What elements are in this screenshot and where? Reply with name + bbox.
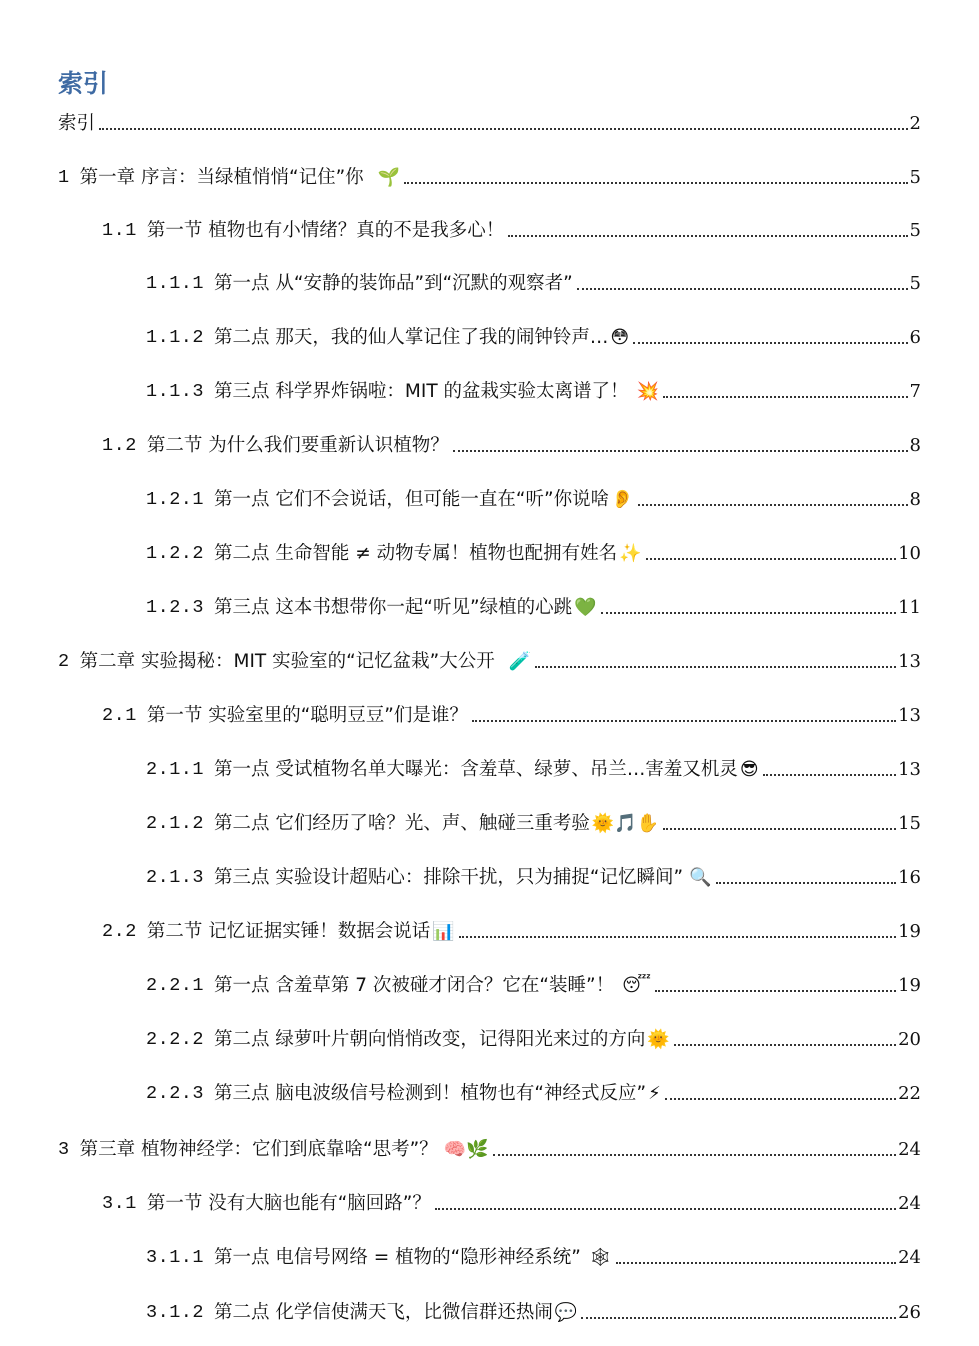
dot-leader (646, 558, 897, 560)
toc-entry-text: 第三点 这本书想带你一起“听见”绿植的心跳 (214, 597, 573, 618)
dot-leader (577, 288, 908, 290)
toc-page-number: 7 (909, 381, 921, 402)
toc-entry-text: 第三点 脑电波级信号检测到！植物也有“神经式反应” (214, 1083, 647, 1104)
dot-leader (508, 235, 907, 237)
toc-entry-text: 第二点 化学信使满天飞，比微信群还热闹 (214, 1302, 553, 1323)
explosion-icon: 💥 (636, 381, 659, 402)
toc-entry-number: 2.2.2 (146, 1029, 205, 1050)
dot-leader (665, 1098, 896, 1100)
toc-entry-number: 2.2.3 (146, 1083, 205, 1104)
dot-leader (663, 396, 908, 398)
toc-entry-chapter-2[interactable] (58, 646, 921, 676)
dot-leader (453, 450, 908, 452)
toc-entry-2-1[interactable] (102, 700, 921, 730)
toc-entry-number: 2.2 (102, 921, 137, 942)
dot-leader (472, 720, 896, 722)
bar-chart-icon: 📊 (432, 921, 455, 942)
toc-page-number: 19 (898, 975, 921, 996)
toc-entry-number: 3.1 (102, 1193, 137, 1214)
toc-entry-number: 1.2.2 (146, 543, 205, 564)
dot-leader (638, 504, 908, 506)
toc-entry-number: 1.1.2 (146, 327, 205, 348)
toc-entry-number: 1.2 (102, 435, 137, 456)
toc-entry-3-1-1[interactable] (146, 1242, 921, 1272)
dot-leader (716, 882, 897, 884)
dot-leader (435, 1208, 896, 1210)
toc-entry-text: 第三点 科学界炸锅啦：MIT 的盆栽实验太离谱了！ (214, 381, 629, 402)
toc-page-number: 24 (898, 1247, 921, 1268)
toc-entry-2-1-2[interactable] (146, 808, 921, 838)
toc-page-number: 24 (898, 1139, 921, 1160)
toc-entry-3-1[interactable] (102, 1188, 921, 1218)
toc-entry-2-1-3[interactable] (146, 862, 921, 892)
toc-entry-2-2-3[interactable] (146, 1078, 921, 1108)
toc-page-number: 20 (898, 1029, 921, 1050)
toc-entry-number: 1.2.3 (146, 597, 205, 618)
toc-entry-2-2-2[interactable] (146, 1024, 921, 1054)
toc-entry-number: 1.2.1 (146, 489, 205, 510)
toc-entry-1-1[interactable] (102, 215, 921, 245)
toc-entry-1-2[interactable] (102, 430, 921, 460)
dot-leader (459, 936, 896, 938)
toc-page-number: 13 (898, 759, 921, 780)
green-heart-icon: 💚 (574, 597, 597, 618)
sun-music-hand-icon: 🌞🎵✋ (591, 813, 660, 834)
toc-entry-text: 第二点 生命智能 ≠ 动物专属！植物也配拥有姓名 (214, 543, 618, 564)
toc-page-number: 13 (898, 651, 921, 672)
toc-entry-text: 第一点 它们不会说话，但可能一直在“听”你说啥 (214, 489, 610, 510)
toc-entry-1-2-3[interactable] (146, 592, 921, 622)
toc-entry-text: 第二节 为什么我们要重新认识植物？ (146, 435, 449, 456)
toc-page-number: 5 (909, 273, 921, 294)
toc-entry-number: 1.1.3 (146, 381, 205, 402)
toc-entry-number: 2.1.1 (146, 759, 205, 780)
toc-entry-1-1-3[interactable] (146, 376, 921, 406)
toc-entry-text: 第一节 没有大脑也能有“脑回路”？ (146, 1193, 431, 1214)
toc-entry-text: 第二节 记忆证据实锤！数据会说话 (146, 921, 431, 942)
toc-entry-number: 2.1.2 (146, 813, 205, 834)
page-title: 索引 (58, 69, 109, 98)
sunglasses-face-icon: 😎 (739, 759, 759, 780)
toc-entry-number: 2.1 (102, 705, 137, 726)
toc-page-number: 8 (909, 489, 921, 510)
dot-leader (655, 990, 896, 992)
toc-entry-text: 第二点 绿萝叶片朝向悄悄改变，记得阳光来过的方向 (214, 1029, 646, 1050)
toc-entry-1-1-1[interactable] (146, 268, 921, 298)
dot-leader (404, 182, 907, 184)
toc-entry-2-1-1[interactable] (146, 754, 921, 784)
toc-page-number: 5 (909, 220, 921, 241)
toc-entry-text: 第一点 电信号网络 = 植物的“隐形神经系统” (214, 1247, 581, 1268)
toc-page-number: 11 (898, 597, 921, 618)
toc-page-number: 15 (898, 813, 921, 834)
toc-entry-number: 2 (58, 651, 70, 672)
toc-entry-1-2-1[interactable] (146, 484, 921, 514)
toc-entry-number: 3.1.1 (146, 1247, 205, 1268)
toc-page-number: 24 (898, 1193, 921, 1214)
toc-entry-index[interactable] (58, 108, 921, 138)
dot-leader (663, 828, 896, 830)
toc-entry-3-1-2[interactable] (146, 1297, 921, 1327)
toc-entry-text: 第一章 序言：当绿植悄悄“记住”你 (79, 167, 364, 188)
toc-entry-text: 索引 (58, 113, 96, 134)
dot-leader (616, 1262, 896, 1264)
toc-entry-number: 1.1 (102, 220, 137, 241)
toc-entry-number: 1 (58, 167, 70, 188)
ear-icon: 👂 (611, 489, 634, 510)
toc-page-number: 10 (898, 543, 921, 564)
toc-entry-text: 第一点 受试植物名单大曝光：含羞草、绿萝、吊兰…害羞又机灵 (214, 759, 738, 780)
toc-entry-text: 第一点 含羞草第 7 次被碰才闭合？它在“装睡”！ (214, 975, 615, 996)
toc-page-number: 19 (898, 921, 921, 942)
dot-leader (633, 342, 907, 344)
toc-entry-text: 第三章 植物神经学：它们到底靠啥“思考”？ (79, 1139, 438, 1160)
toc-page-number: 16 (898, 867, 921, 888)
sun-icon: 🌞 (647, 1029, 670, 1050)
dot-leader (674, 1044, 896, 1046)
sprout-icon: 🌱 (377, 167, 401, 188)
toc-page-number: 6 (909, 327, 921, 348)
toc-entry-1-2-2[interactable] (146, 538, 921, 568)
toc-entry-number: 3 (58, 1139, 70, 1160)
dot-leader (493, 1154, 897, 1156)
brain-herb-icon: 🧠🌿 (443, 1139, 489, 1160)
toc-entry-2-2[interactable] (102, 916, 921, 946)
toc-entry-text: 第二点 那天，我的仙人掌记住了我的闹钟铃声… (214, 327, 609, 348)
toc-page-number: 2 (909, 113, 921, 134)
toc-page-number: 13 (898, 705, 921, 726)
toc-entry-number: 3.1.2 (146, 1302, 205, 1323)
flushed-face-icon: 😳 (610, 327, 630, 348)
toc-page-number: 26 (898, 1302, 921, 1323)
toc-entry-number: 2.1.3 (146, 867, 205, 888)
dot-leader (99, 128, 908, 130)
lightning-icon: ⚡ (648, 1083, 661, 1104)
sleeping-face-icon: 😴 (622, 975, 651, 996)
toc-entry-text: 第二点 它们经历了啥？光、声、触碰三重考验 (214, 813, 590, 834)
toc-page-number: 22 (898, 1083, 921, 1104)
speech-bubble-icon: 💬 (554, 1302, 578, 1323)
sparkles-icon: ✨ (619, 543, 642, 564)
toc-entry-text: 第二章 实验揭秘：MIT 实验室的“记忆盆栽”大公开 (79, 651, 495, 672)
toc-page-number: 8 (909, 435, 921, 456)
toc-entry-number: 2.2.1 (146, 975, 205, 996)
dot-leader (601, 612, 897, 614)
spider-web-icon: 🕸 (588, 1247, 612, 1268)
dot-leader (581, 1317, 896, 1319)
toc-entry-1-1-2[interactable] (146, 322, 921, 352)
toc-entry-text: 第三点 实验设计超贴心：排除干扰，只为捕捉“记忆瞬间” (214, 867, 684, 888)
test-tube-icon: 🧪 (508, 651, 532, 672)
toc-page-number: 5 (909, 167, 921, 188)
toc-entry-number: 1.1.1 (146, 273, 205, 294)
toc-entry-chapter-3[interactable] (58, 1134, 921, 1164)
toc-entry-text: 第一节 实验室里的“聪明豆豆”们是谁？ (146, 705, 468, 726)
toc-entry-text: 第一点 从“安静的装饰品”到“沉默的观察者” (214, 273, 573, 294)
toc-entry-2-2-1[interactable] (146, 970, 921, 1000)
toc-entry-text: 第一节 植物也有小情绪？真的不是我多心！ (146, 220, 505, 241)
dot-leader (535, 666, 896, 668)
dot-leader (763, 774, 896, 776)
toc-entry-chapter-1[interactable] (58, 162, 921, 192)
magnifier-icon: 🔍 (689, 867, 712, 888)
